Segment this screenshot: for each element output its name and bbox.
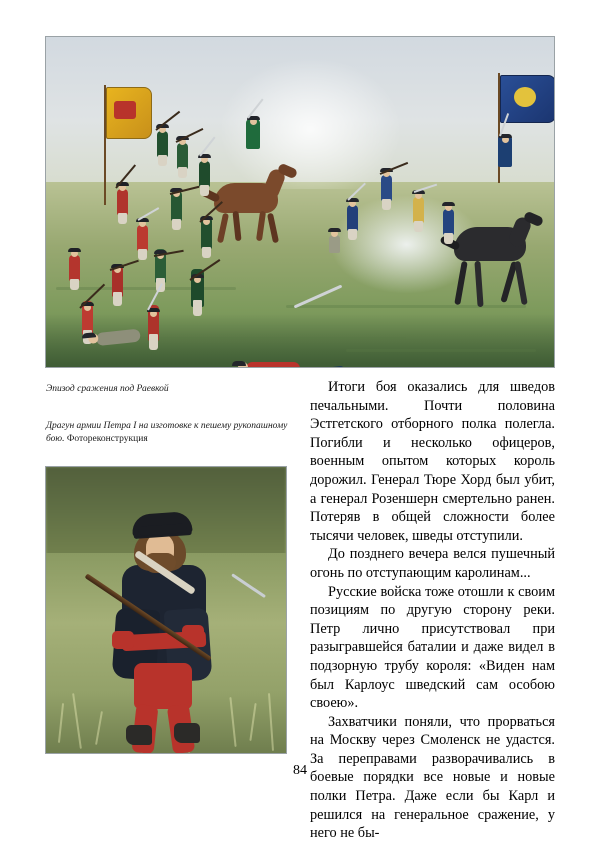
mounted-officer-left bbox=[242, 109, 264, 149]
battle-scene-illustration bbox=[45, 36, 555, 368]
cavalry-horse-right bbox=[454, 157, 555, 287]
paragraph: До позднего вечера велся пушечный огонь по отступающим каролинам... bbox=[310, 546, 555, 581]
field-streak bbox=[286, 305, 526, 308]
soldier-green-coat bbox=[150, 233, 170, 283]
soldier-green-coat bbox=[172, 129, 192, 169]
dragoon-breeches bbox=[134, 663, 192, 709]
soldier-green-coat bbox=[194, 147, 214, 187]
soldier-red-coat bbox=[132, 207, 152, 251]
soldier-green-coat bbox=[166, 177, 186, 221]
cavalry-horse-left bbox=[214, 133, 324, 239]
battle-figure-caption: Эпизод сражения под Раевкой bbox=[46, 384, 169, 394]
dragoon-figure bbox=[104, 513, 224, 745]
soldier-blue-coat bbox=[438, 191, 458, 235]
soldier-blue-coat bbox=[376, 157, 396, 201]
page-number: 84 bbox=[293, 763, 307, 778]
dragoon-boot-left bbox=[126, 725, 152, 745]
paragraph: Итоги боя оказались для шведов печальными. Почти половина Эстгетского отборного полка полегла. Погибли и несколько офицеров, военным опытом которых король дорожил. Генерал Тюре Хорд был убит, а генерал Розеншерн смертельно ранен. Потеряв в общей сложности более тысячи человек, шведы отступили. bbox=[310, 379, 555, 544]
soldier-green-coat bbox=[152, 117, 172, 157]
paragraph: Захватчики поняли, что прорваться на Москву через Смоленск не удастся. За переправами разворачивались в боевые порядки все новые и новые полки Петра. Даже если бы Карл и решился на генеральное сражение, у него не бы- bbox=[310, 713, 555, 842]
kneeling-soldier bbox=[324, 223, 344, 253]
soldier-yellow-coat bbox=[408, 177, 428, 223]
soldier-red-coat bbox=[112, 173, 132, 215]
field-streak bbox=[346, 349, 536, 352]
fallen-soldier-red bbox=[246, 355, 326, 368]
dragoon-photo-reconstruction bbox=[45, 466, 287, 754]
dragoon-caption-italic: Драгун армии Петра I на изготовке к пешему рукопашному бою. bbox=[46, 421, 288, 444]
soldier-blue-coat bbox=[342, 187, 362, 231]
dragoon-caption-roman: Фотореконструкция bbox=[64, 434, 148, 444]
mounted-officer-right bbox=[494, 123, 516, 167]
dragoon-tricorne-hat bbox=[131, 511, 192, 537]
soldier-red-coat bbox=[64, 237, 84, 281]
dragoon-figure-caption bbox=[46, 420, 296, 446]
dragoon-boot-right bbox=[174, 723, 200, 743]
paragraph: Русские войска тоже отошли к своим позициям по другую сторону реки. Петр лично присутствовал при разыгравшейся баталии и даже видел в подзорную трубу короля: «Виден нам был Карлоус шведский сам особою своею». bbox=[310, 583, 555, 712]
dragoon-cuff-left bbox=[112, 631, 134, 649]
soldier-green-coat bbox=[196, 203, 216, 249]
soldier-red-coat bbox=[106, 247, 128, 297]
soldier-green-coat bbox=[186, 251, 208, 307]
